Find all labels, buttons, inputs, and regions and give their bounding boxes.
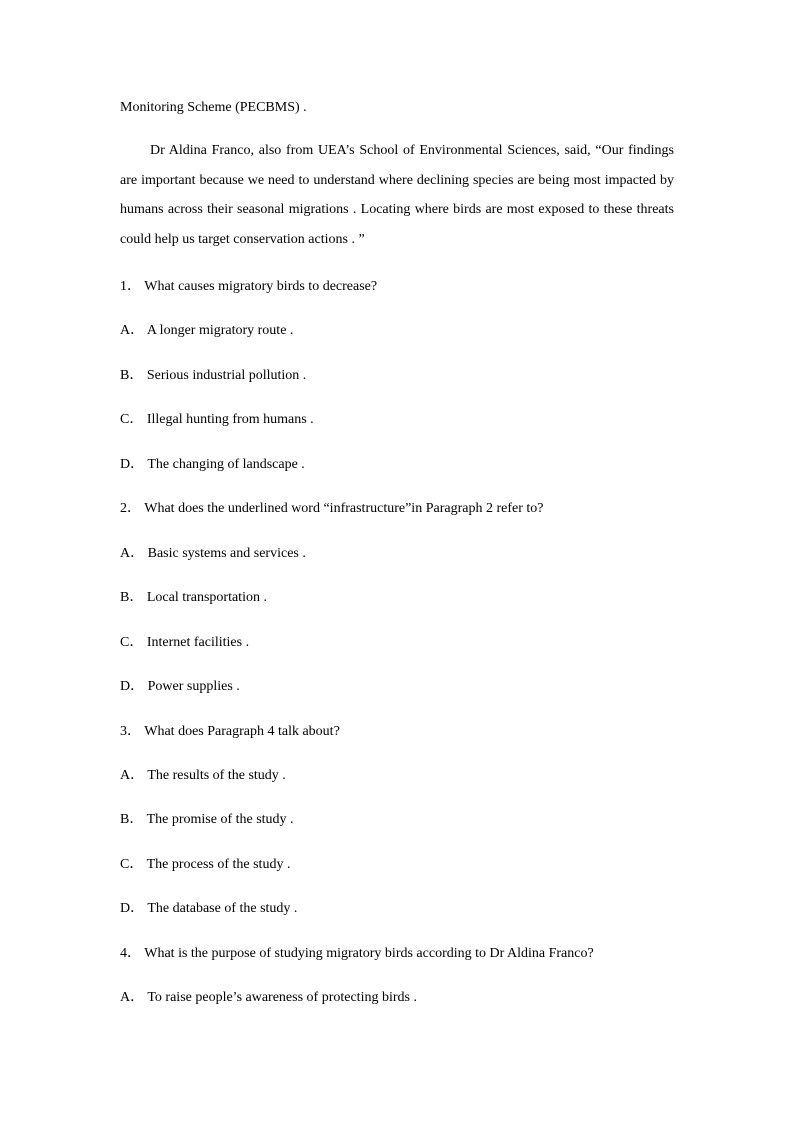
intro-line: Monitoring Scheme (PECBMS) . — [120, 100, 307, 115]
question-1-option-a: A． A longer migratory route . — [120, 323, 294, 338]
question-3-option-a: A． The results of the study . — [120, 768, 286, 783]
question-2-option-a: A． Basic systems and services . — [120, 546, 306, 561]
question-3-option-c: C． The process of the study . — [120, 857, 291, 872]
question-2-option-c: C． Internet facilities . — [120, 635, 250, 650]
question-3-option-b: B． The promise of the study . — [120, 812, 294, 827]
question-4-stem: 4． What is the purpose of studying migratory birds according to Dr Aldina Franco? — [120, 946, 594, 961]
question-1-stem: 1． What causes migratory birds to decrease? — [120, 279, 378, 294]
question-2-option-b: B． Local transportation . — [120, 590, 267, 605]
question-1-option-d: D． The changing of landscape . — [120, 457, 305, 472]
question-4-option-a: A． To raise people’s awareness of protecting birds . — [120, 990, 417, 1005]
question-1-option-b: B． Serious industrial pollution . — [120, 368, 307, 383]
question-1-option-c: C． Illegal hunting from humans . — [120, 412, 314, 427]
question-3-option-d: D． The database of the study . — [120, 901, 298, 916]
quote-paragraph: Dr Aldina Franco, also from UEA’s School of Environmental Sciences, said, “Our findings are important because we need to understand where declining species are being most impacted by humans across their seasonal migrations . Locating where birds are most exposed to these threats could help us target conservation actions . ” — [120, 143, 674, 247]
question-3-stem: 3． What does Paragraph 4 talk about? — [120, 724, 340, 739]
question-2-stem: 2． What does the underlined word “infrastructure”in Paragraph 2 refer to? — [120, 501, 544, 516]
question-2-option-d: D． Power supplies . — [120, 679, 240, 694]
